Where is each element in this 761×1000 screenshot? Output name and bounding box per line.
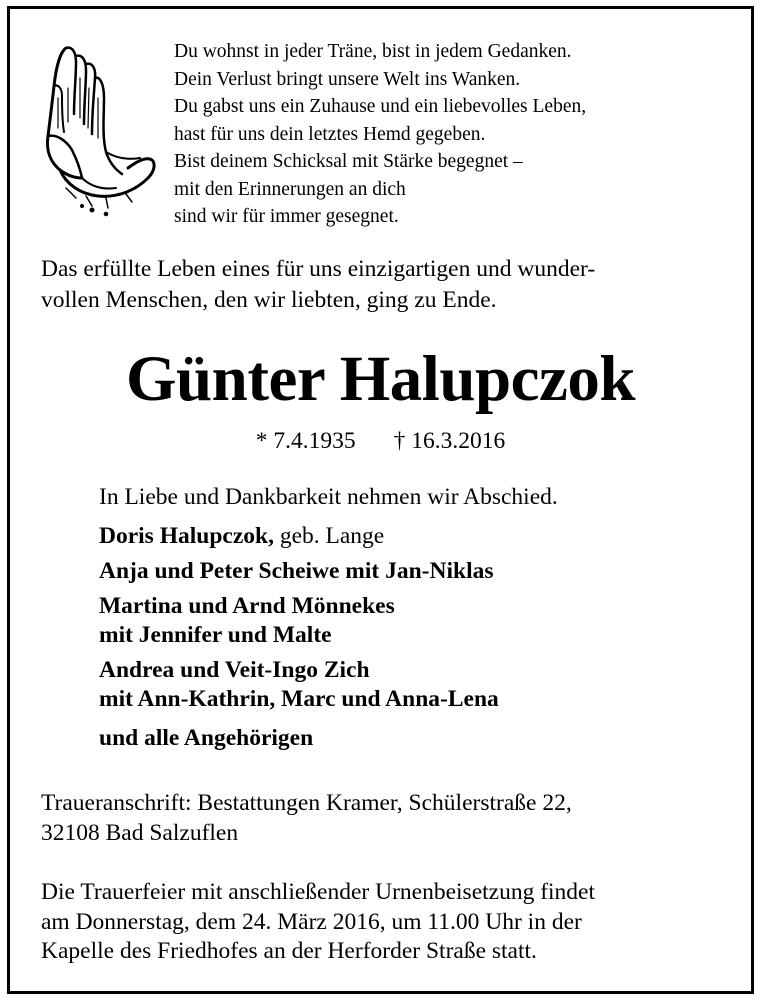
family-1: Anja und Peter Scheiwe mit Jan-Niklas xyxy=(99,558,494,584)
poem-line: sind wir für immer gesegnet. xyxy=(174,206,399,227)
poem-line: Bist deinem Schicksal mit Stärke begegnet – xyxy=(174,151,523,172)
other-relatives: und alle Angehörigen xyxy=(99,725,314,751)
praying-hands-icon xyxy=(36,38,158,218)
poem-line: Dein Verlust bringt unsere Welt ins Wanken. xyxy=(174,68,521,90)
intro-text xyxy=(41,254,595,316)
life-dates xyxy=(0,426,761,456)
spouse-note: geb. Lange xyxy=(273,523,385,549)
intro-line-2: vollen Menschen, den wir liebten, ging zu Ende. xyxy=(41,287,497,313)
family-2-line-2: mit Jennifer und Malte xyxy=(99,622,332,648)
death-date: † 16.3.2016 xyxy=(393,428,506,454)
ceremony-line-2: am Donnerstag, dem 24. März 2016, um 11.00 Uhr in der xyxy=(41,908,582,935)
farewell-text: In Liebe und Dankbarkeit nehmen wir Abschied. xyxy=(99,484,558,510)
mourners-list xyxy=(99,522,499,753)
poem xyxy=(174,38,586,231)
family-3-line-1: Andrea und Veit-Ingo Zich xyxy=(99,657,370,683)
spouse-line xyxy=(99,522,499,551)
birth-date: * 7.4.1935 xyxy=(255,428,356,454)
ceremony-line-3: Kapelle des Friedhofes an der Herforder Straße statt. xyxy=(41,938,537,964)
ceremony-line-1: Die Trauerfeier mit anschließender Urnenbeisetzung findet xyxy=(41,879,596,905)
poem-line: hast für uns dein letztes Hemd gegeben. xyxy=(174,123,486,145)
address-line-2: 32108 Bad Salzuflen xyxy=(41,820,239,846)
intro-line-1: Das erfüllte Leben eines für uns einzigartigen und wunder- xyxy=(41,256,596,282)
ceremony-info xyxy=(41,878,595,967)
poem-line: Du gabst uns ein Zuhause und ein liebevolles Leben, xyxy=(174,96,587,117)
poem-line: mit den Erinnerungen an dich xyxy=(174,178,406,200)
address-line-1: Traueranschrift: Bestattungen Kramer, Schülerstraße 22, xyxy=(41,790,572,816)
deceased-name: Günter Halupczok xyxy=(125,343,636,415)
poem-line: Du wohnst in jeder Träne, bist in jedem Gedanken. xyxy=(174,41,572,62)
family-2-line-1: Martina und Arnd Mönnekes xyxy=(99,593,395,619)
spouse-name: Doris Halupczok, xyxy=(99,523,274,549)
family-3-line-2: mit Ann-Kathrin, Marc und Anna-Lena xyxy=(99,686,499,712)
mourning-address xyxy=(41,788,572,848)
